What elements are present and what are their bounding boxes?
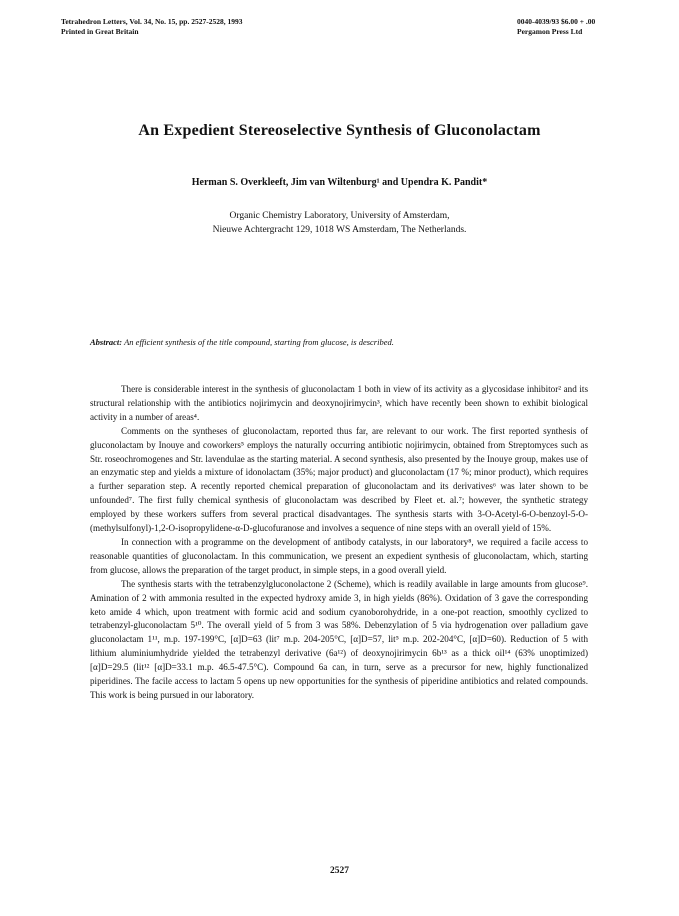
paragraph-motivation: In connection with a programme on the development of antibody catalysts, in our laboratory⁸, we required a facile access to reasonable quantities of gluconolactam. In this communication, we present an expedient synthesis of gluconolactam, which, starting from glucose, allows the preparation of the target product, in simple steps, in a good overall yield. (90, 536, 588, 575)
affiliation (0, 209, 679, 237)
abstract-label: Abstract: (90, 337, 123, 347)
affiliation-line-2: Nieuwe Achtergracht 129, 1018 WS Amsterdam, The Netherlands. (212, 225, 467, 235)
abstract (90, 337, 394, 347)
publisher-line: Pergamon Press Ltd (517, 27, 583, 36)
page-number: 2527 (330, 866, 349, 876)
paragraph-introduction: There is considerable interest in the synthesis of gluconolactam 1 both in view of its activity as a glycosidase inhibitor² and its structural relationship with the antibiotics nojirimycin and deoxynojirimycin³, which have recently been shown to exhibit biological activity in a number of areas⁴. (90, 384, 588, 422)
author-list: Herman S. Overkleeft, Jim van Wiltenburg¹ and Upendra K. Pandit* (191, 177, 488, 188)
paper-title: An Expedient Stereoselective Synthesis of Gluconolactam (138, 122, 541, 139)
journal-citation-header (61, 17, 242, 37)
abstract-text: An efficient synthesis of the title compound, starting from glucose, is described. (124, 337, 394, 347)
affiliation-line-1: Organic Chemistry Laboratory, University of Amsterdam, (229, 211, 450, 221)
issn-price-line: 0040-4039/93 $6.00 + .00 (517, 17, 596, 26)
journal-citation-line: Tetrahedron Letters, Vol. 34, No. 15, pp. 2527-2528, 1993 (61, 17, 243, 26)
paragraph-synthesis: The synthesis starts with the tetrabenzylgluconolactone 2 (Scheme), which is readily available in large amounts from glucose⁹. Amination of 2 with ammonia resulted in the expected hydroxy amide 3, in high yields (86%). Oxidation of 3 gave the corresponding keto amide 4 which, upon treatment with formic acid and sodium cyanoborohydride, in a one-pot reaction, smoothly cyclized to tetrabenzyl-gluconolactam 5¹⁰. The overall yield of 5 from 3 was 58%. Debenzylation of 5 via hydrogenation over palladium gave gluconolactam 1¹¹, m.p. 197-199°C, [α]D=63 (lit⁷ m.p. 204-205°C, [α]D=57, lit⁵ m.p. 202-204°C, [α]D=60). Reduction of 5 with lithium aluminiumhydride yielded the tetrabenzyl derivative (6a¹²) of deoxynojirimycin 6b¹³ as a thick oil¹⁴ (63% unoptimized) [α]D=29.5 (lit¹² [α]D=33.1 m.p. 46.5-47.5°C). Compound 6a can, in turn, serve as a precursor for new, highly functionalized piperidines. The facile access to lactam 5 opens up new opportunities for the synthesis of piperidine antibiotics and related compounds. This work is being pursued in our laboratory. (90, 578, 588, 700)
publisher-header (517, 17, 595, 37)
body-text (90, 383, 588, 703)
printed-in-line: Printed in Great Britain (61, 27, 139, 36)
paragraph-prior-syntheses: Comments on the syntheses of gluconolactam, reported thus far, are relevant to our work. The first reported synthesis of gluconolactam by Inouye and coworkers⁵ employs the naturally occurring antibiotic nojirimycin, obtained from Streptomyces such as Str. roseochromogenes and Str. lavendulae as the starting material. A second synthesis, also presented by the Inouye group, makes use of an enzymatic step and yields a mixture of idonolactam (35%; major product) and gluconolactam (17 %; minor product), which requires a further separation step. A recently reported chemical preparation of gluconolactam and its derivatives⁶ was later shown to be unfounded⁷. The first fully chemical synthesis of gluconolactam was described by Fleet et. al.⁷; however, the synthetic strategy employed by these workers suffers from several practical disadvantages. The synthesis starts with 3-O-Acetyl-6-O-benzoyl-5-O-(methylsulfonyl)-1,2-O-isopropylidene-α-D-glucofuranose and involves a sequence of nine steps with an overall yield of 15%. (90, 425, 588, 534)
